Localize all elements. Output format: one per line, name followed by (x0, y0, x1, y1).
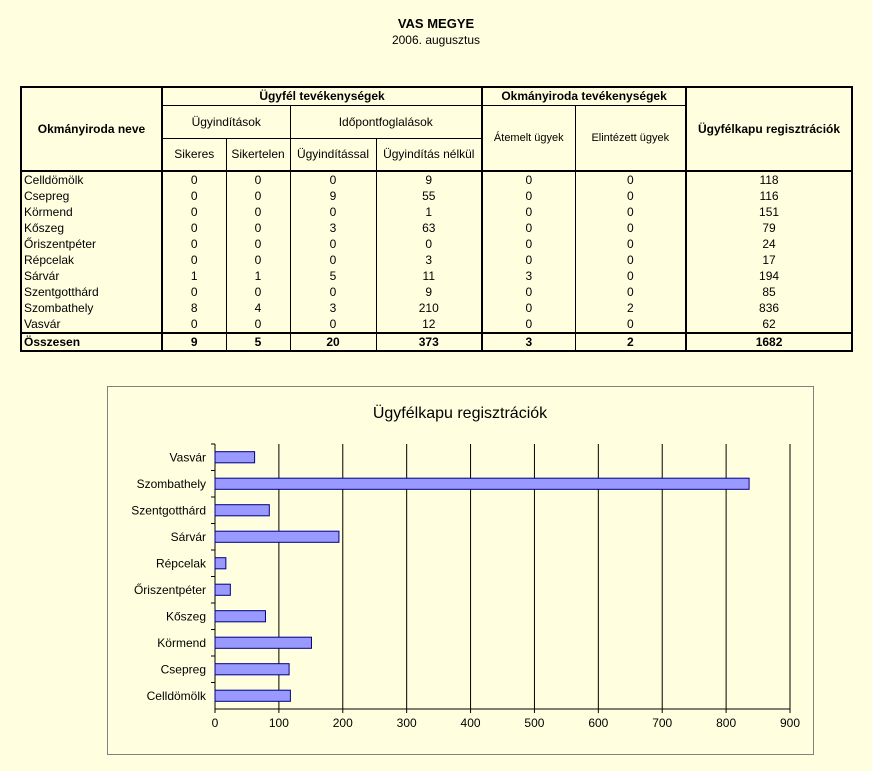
value-cell: 0 (575, 316, 686, 333)
x-tick-label: 600 (588, 716, 609, 730)
bar (215, 478, 749, 489)
value-cell: 0 (376, 236, 482, 252)
office-name-cell: Szentgotthárd (21, 284, 162, 300)
value-cell: 79 (686, 220, 852, 236)
value-cell: 0 (290, 284, 376, 300)
value-cell: 0 (162, 252, 226, 268)
value-cell: 0 (290, 171, 376, 188)
value-cell: 0 (482, 236, 575, 252)
value-cell: 2 (575, 300, 686, 316)
x-tick-label: 900 (779, 716, 801, 730)
value-cell: 9 (376, 171, 482, 188)
value-cell: 0 (482, 171, 575, 188)
value-cell: 0 (575, 252, 686, 268)
y-tick-label: Celldömölk (146, 688, 206, 703)
header-registrations: Ügyfélkapu regisztrációk (686, 87, 852, 171)
office-name-cell: Répcelak (21, 252, 162, 268)
office-name-cell: Celldömölk (21, 171, 162, 188)
bar (215, 637, 311, 648)
bar (215, 558, 226, 569)
table-body (21, 171, 852, 351)
value-cell: 4 (226, 300, 290, 316)
header-office-activities: Okmányiroda tevékenységek (482, 87, 686, 105)
value-cell: 0 (575, 284, 686, 300)
value-cell: 1 (376, 204, 482, 220)
value-cell: 0 (482, 252, 575, 268)
header-handled: Elintézett ügyek (575, 105, 686, 171)
value-cell: 0 (162, 188, 226, 204)
header-client-activities: Ügyfél tevékenységek (162, 87, 482, 105)
office-name-cell: Szombathely (21, 300, 162, 316)
value-cell: 0 (226, 171, 290, 188)
value-cell: 0 (162, 316, 226, 333)
report-header (0, 16, 872, 48)
report-subtitle: 2006. augusztus (391, 33, 481, 47)
value-cell: 3 (376, 252, 482, 268)
value-cell: 85 (686, 284, 852, 300)
value-cell: 0 (482, 316, 575, 333)
value-cell: 1682 (686, 333, 852, 351)
report-title: VAS MEGYE (397, 16, 475, 31)
value-cell: 0 (482, 220, 575, 236)
value-cell: 3 (290, 300, 376, 316)
value-cell: 0 (482, 300, 575, 316)
value-cell: 17 (686, 252, 852, 268)
header-without-start: Ügyindítás nélkül (376, 138, 482, 171)
value-cell: 116 (686, 188, 852, 204)
value-cell: 3 (482, 333, 575, 351)
value-cell: 0 (226, 220, 290, 236)
office-name-cell: Csepreg (21, 188, 162, 204)
value-cell: 63 (376, 220, 482, 236)
value-cell: 55 (376, 188, 482, 204)
value-cell: 5 (226, 333, 290, 351)
value-cell: 3 (290, 220, 376, 236)
value-cell: 0 (575, 188, 686, 204)
value-cell: 0 (226, 204, 290, 220)
value-cell: 8 (162, 300, 226, 316)
header-success: Sikeres (162, 138, 226, 171)
header-office-name: Okmányiroda neve (21, 87, 162, 171)
value-cell: 0 (575, 236, 686, 252)
office-name-cell: Sárvár (21, 268, 162, 284)
x-tick-label: 400 (460, 716, 481, 730)
y-tick-label: Sárvár (170, 529, 206, 544)
office-name-cell: Összesen (21, 333, 162, 351)
office-name-cell: Őriszentpéter (21, 236, 162, 252)
x-tick-label: 700 (652, 716, 673, 730)
header-transferred: Átemelt ügyek (482, 105, 575, 171)
value-cell: 2 (575, 333, 686, 351)
value-cell: 836 (686, 300, 852, 316)
value-cell: 9 (376, 284, 482, 300)
value-cell: 0 (290, 316, 376, 333)
chart-panel (107, 386, 814, 755)
value-cell: 0 (226, 316, 290, 333)
value-cell: 194 (686, 268, 852, 284)
office-name-cell: Kőszeg (21, 220, 162, 236)
value-cell: 9 (162, 333, 226, 351)
bar (215, 690, 290, 701)
y-tick-label: Kőszeg (165, 609, 206, 624)
table-row (21, 268, 852, 284)
value-cell: 373 (376, 333, 482, 351)
bar (215, 611, 265, 622)
value-cell: 0 (162, 220, 226, 236)
value-cell: 0 (290, 252, 376, 268)
value-cell: 118 (686, 171, 852, 188)
value-cell: 0 (575, 204, 686, 220)
value-cell: 20 (290, 333, 376, 351)
value-cell: 0 (575, 268, 686, 284)
value-cell: 0 (575, 220, 686, 236)
x-tick-label: 0 (211, 716, 219, 730)
y-tick-label: Szombathely (136, 476, 206, 491)
bar (215, 505, 269, 516)
value-cell: 0 (226, 284, 290, 300)
value-cell: 0 (575, 171, 686, 188)
x-tick-label: 800 (716, 716, 737, 730)
office-name-cell: Vasvár (21, 316, 162, 333)
table-row (21, 204, 852, 220)
value-cell: 24 (686, 236, 852, 252)
value-cell: 12 (376, 316, 482, 333)
x-tick-label: 300 (396, 716, 417, 730)
value-cell: 0 (290, 204, 376, 220)
statistics-table (20, 86, 853, 352)
value-cell: 210 (376, 300, 482, 316)
y-tick-label: Őriszentpéter (133, 582, 206, 597)
x-tick-label: 100 (268, 716, 289, 730)
table-row (21, 284, 852, 300)
table-row (21, 300, 852, 316)
table-row (21, 220, 852, 236)
bar (215, 531, 339, 542)
value-cell: 0 (162, 171, 226, 188)
bar (215, 664, 289, 675)
table-row (21, 236, 852, 252)
table-total-row (21, 333, 852, 351)
value-cell: 62 (686, 316, 852, 333)
value-cell: 0 (226, 236, 290, 252)
value-cell: 0 (290, 236, 376, 252)
header-fail: Sikertelen (226, 138, 290, 171)
value-cell: 0 (482, 204, 575, 220)
office-name-cell: Körmend (21, 204, 162, 220)
header-case-starts: Ügyindítások (162, 105, 290, 138)
value-cell: 3 (482, 268, 575, 284)
value-cell: 0 (482, 188, 575, 204)
chart-title: Ügyfélkapu regisztrációk (372, 405, 548, 422)
value-cell: 0 (162, 284, 226, 300)
bar (215, 452, 255, 463)
table-row (21, 252, 852, 268)
bar (215, 584, 230, 595)
x-tick-label: 500 (524, 716, 545, 730)
table-row (21, 171, 852, 188)
registrations-bar-chart (108, 387, 813, 754)
value-cell: 9 (290, 188, 376, 204)
value-cell: 5 (290, 268, 376, 284)
value-cell: 0 (226, 252, 290, 268)
value-cell: 0 (226, 188, 290, 204)
value-cell: 0 (162, 204, 226, 220)
header-with-start: Ügyindítással (290, 138, 376, 171)
header-appointments: Időpontfoglalások (290, 105, 482, 138)
y-tick-label: Répcelak (155, 556, 206, 571)
value-cell: 151 (686, 204, 852, 220)
y-tick-label: Csepreg (160, 662, 206, 677)
table-row (21, 316, 852, 333)
value-cell: 1 (226, 268, 290, 284)
value-cell: 11 (376, 268, 482, 284)
x-tick-label: 200 (332, 716, 353, 730)
y-tick-label: Körmend (157, 635, 206, 650)
value-cell: 0 (162, 236, 226, 252)
y-tick-label: Vasvár (169, 450, 206, 465)
table-row (21, 188, 852, 204)
value-cell: 0 (482, 284, 575, 300)
y-tick-label: Szentgotthárd (131, 503, 206, 518)
value-cell: 1 (162, 268, 226, 284)
